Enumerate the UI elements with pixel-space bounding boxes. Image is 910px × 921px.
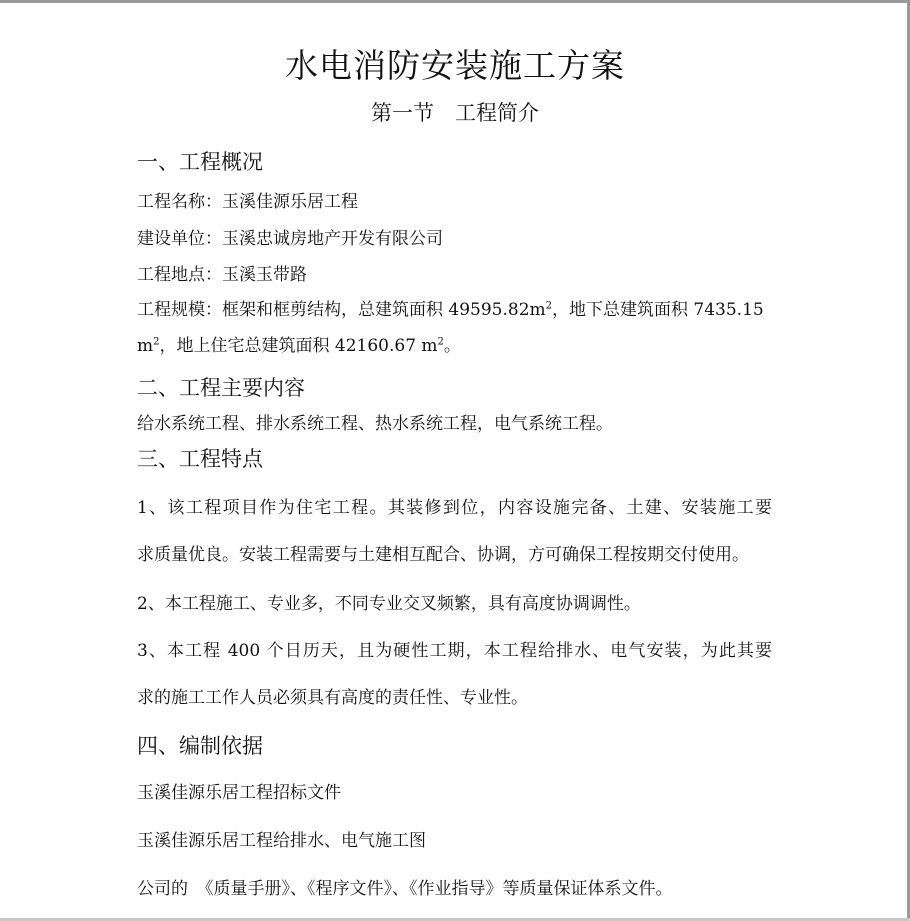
- basis-item-1: 玉溪佳源乐居工程招标文件: [137, 783, 341, 803]
- scale-text-e: 。: [443, 336, 461, 356]
- scale-text-a: 工程规模：框架和框剪结构，总建筑面积 49595.82m: [137, 300, 546, 320]
- superscript-2: 2: [437, 336, 444, 348]
- heading-basis: 四、编制依据: [137, 734, 263, 758]
- scale-text-d: ，地上住宅总建筑面积 42160.67 m: [159, 336, 438, 356]
- superscript-2: 2: [545, 300, 553, 312]
- section-subtitle: 第一节 工程简介: [371, 101, 539, 125]
- feature-3-line-2: 求的施工工作人员必须具有高度的责任性、专业性。: [137, 688, 528, 708]
- builder-line: 建设单位：玉溪忠诚房地产开发有限公司: [137, 229, 443, 249]
- feature-3-line-1: 3、本工程 400 个日历天，且为硬性工期，本工程给排水、电气安装，为此其要: [137, 641, 772, 661]
- scale-line-2: [137, 331, 461, 356]
- basis-item-3: 公司的 《质量手册》、《程序文件》、《作业指导》等质量保证体系文件。: [137, 879, 673, 899]
- heading-main-content: 二、工程主要内容: [137, 376, 305, 400]
- location-line: 工程地点：玉溪玉带路: [137, 265, 307, 285]
- heading-project-overview: 一、工程概况: [137, 150, 263, 174]
- superscript-2: 2: [153, 336, 160, 348]
- basis-item-2: 玉溪佳源乐居工程给排水、电气施工图: [137, 831, 426, 851]
- feature-1-line-1: 1、该工程项目作为住宅工程。其装修到位，内容设施完备、土建、安装施工要: [137, 498, 772, 518]
- feature-2-line: 2、本工程施工、专业多，不同专业交叉频繁，具有高度协调调性。: [137, 594, 641, 614]
- feature-1-line-2: 求质量优良。安装工程需要与土建相互配合、协调，方可确保工程按期交付使用。: [137, 545, 749, 565]
- heading-features: 三、工程特点: [137, 447, 263, 471]
- document-title: 水电消防安装施工方案: [285, 46, 625, 85]
- scale-line-1: [137, 295, 764, 320]
- scale-text-b: ，地下总建筑面积 7435.15: [552, 300, 764, 320]
- project-name-line: 工程名称：玉溪佳源乐居工程: [137, 192, 358, 212]
- main-content-line: 给水系统工程、排水系统工程、热水系统工程，电气系统工程。: [137, 414, 613, 434]
- scale-text-c: m: [137, 336, 154, 356]
